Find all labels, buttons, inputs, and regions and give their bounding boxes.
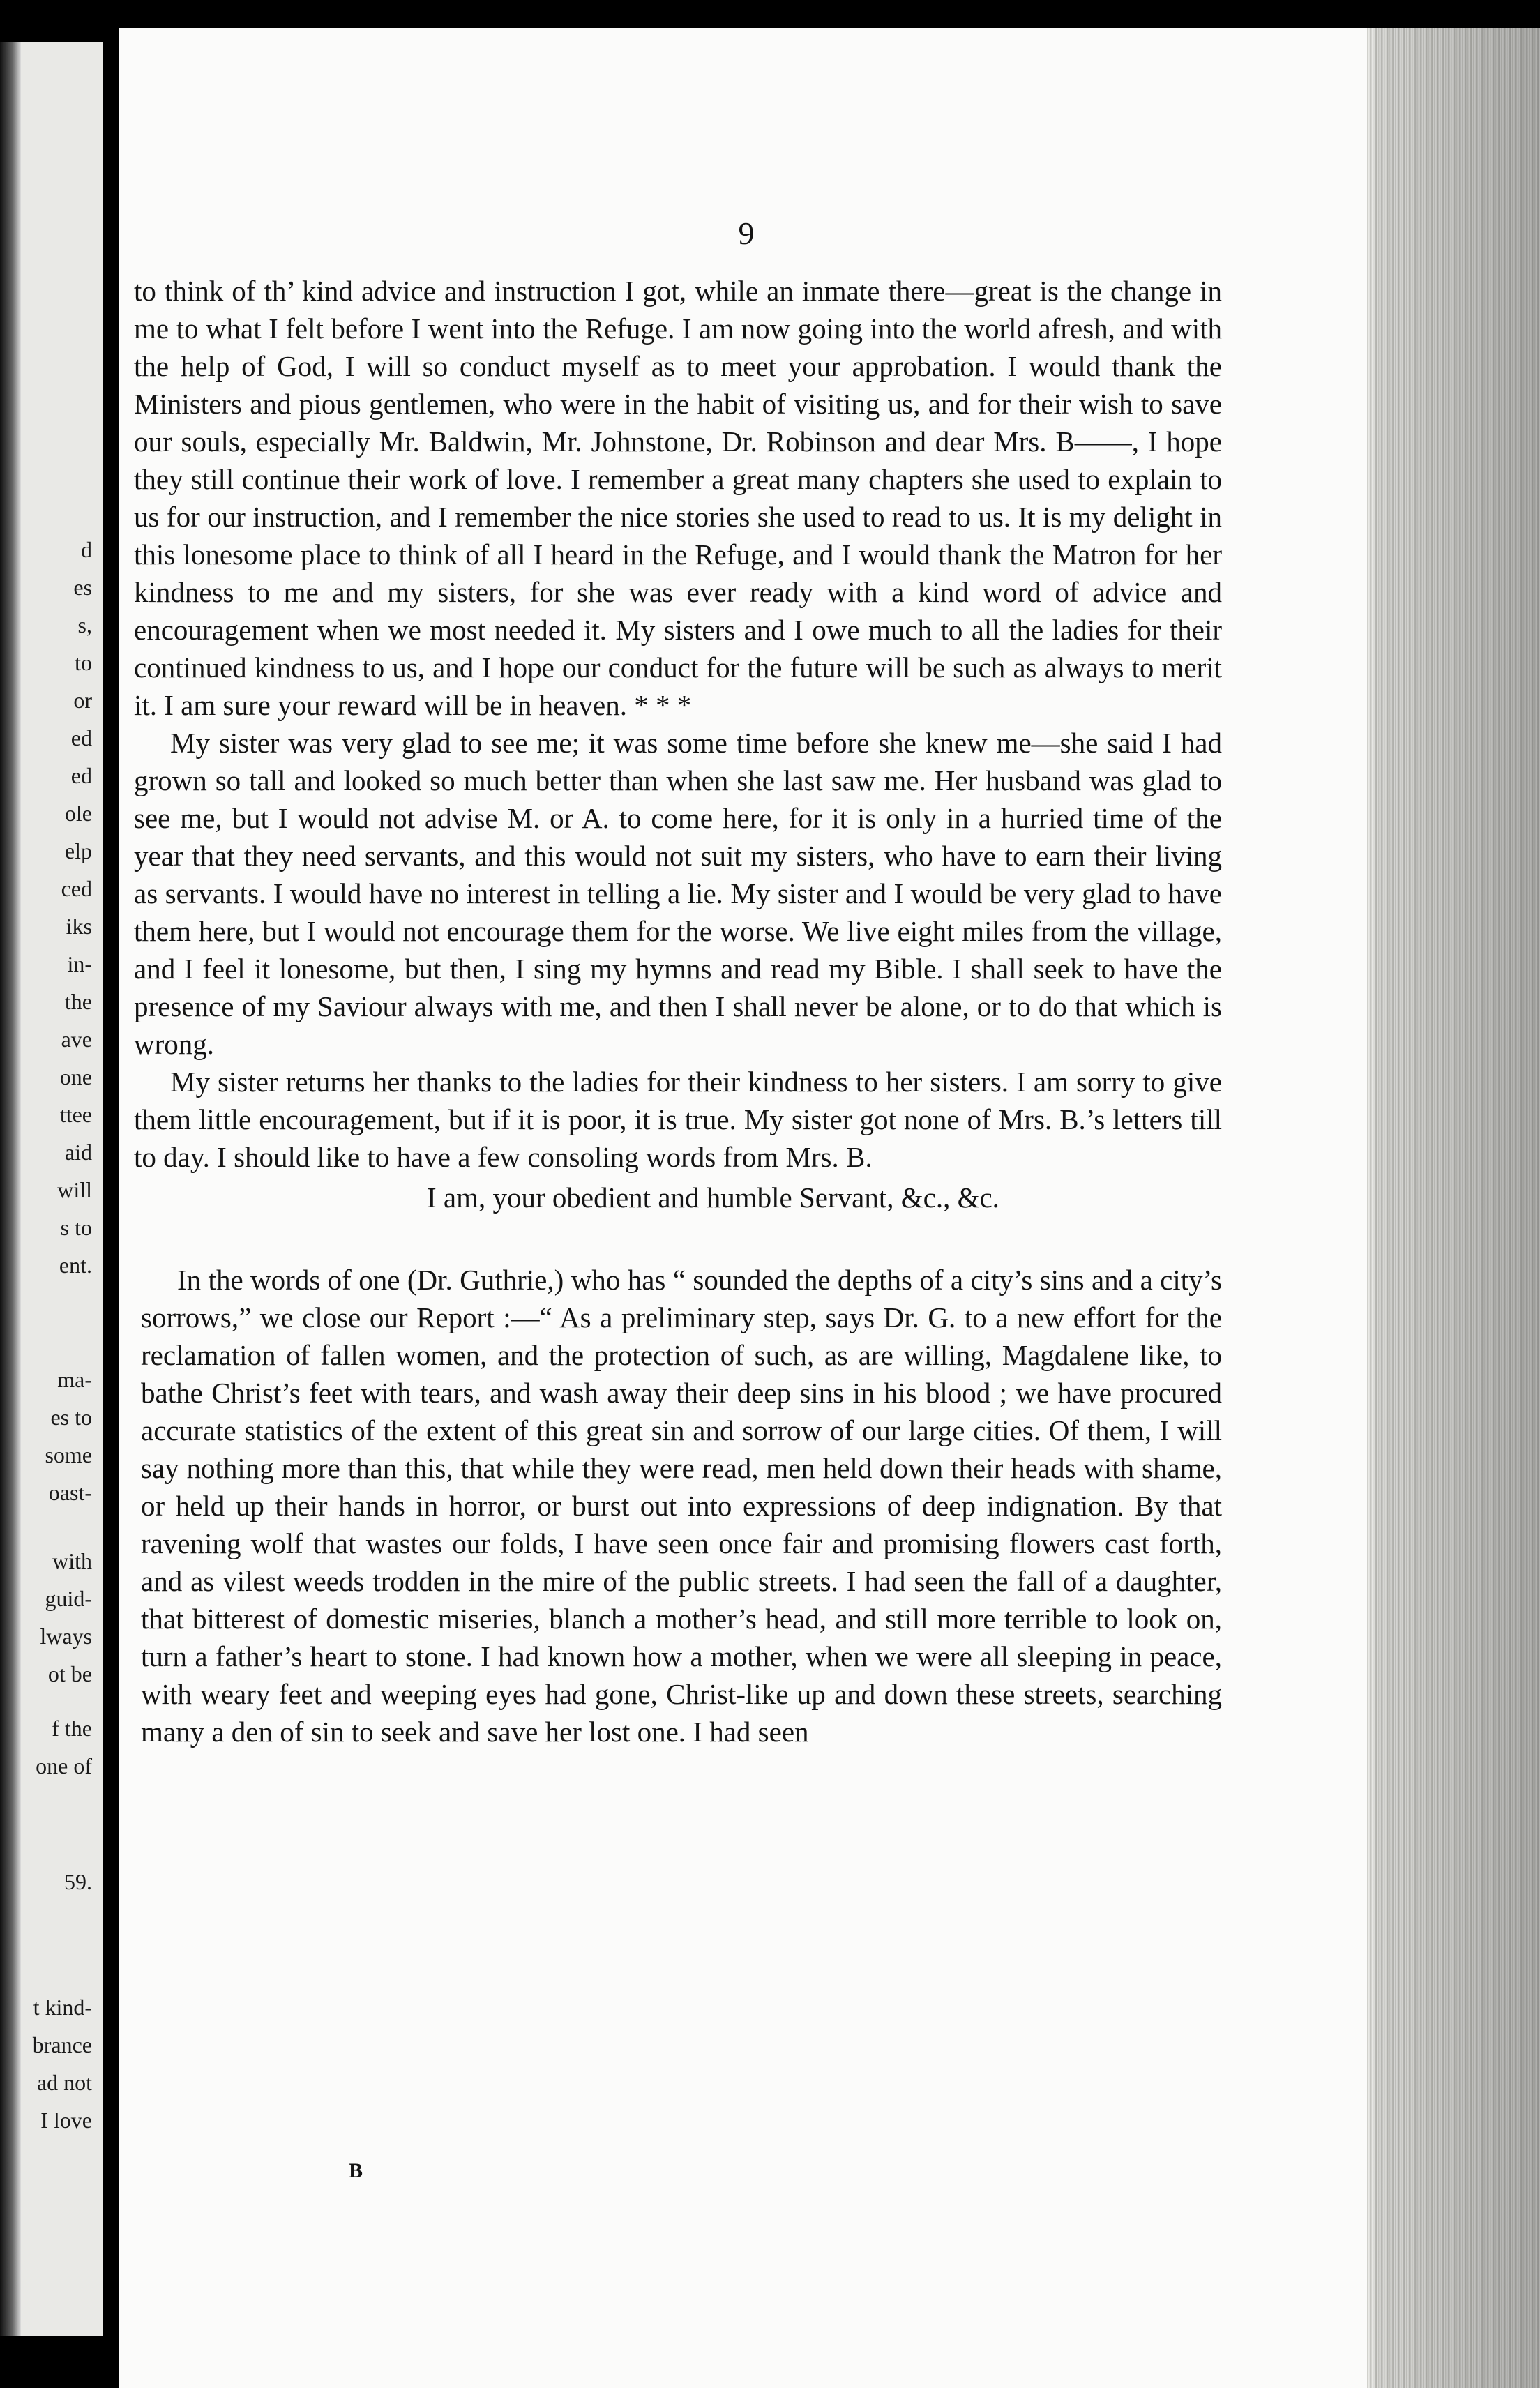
facing-page-fragment: ed xyxy=(70,763,92,788)
facing-page-edge xyxy=(0,42,105,2336)
facing-page-fragment: brance xyxy=(32,2032,92,2057)
facing-page-fragment: one xyxy=(59,1064,92,1089)
facing-page-fragment: f the xyxy=(52,1716,92,1741)
facing-page-shadow xyxy=(0,42,21,2336)
page-body xyxy=(134,272,1222,1751)
facing-page-fragment: s to xyxy=(60,1215,92,1240)
facing-page-fragment: t kind- xyxy=(33,1995,92,2020)
facing-page-fragment: I love xyxy=(40,2108,92,2133)
letter-paragraph-3: My sister returns her thanks to the ladies for their kindness to her sisters. I am sorry to give them little encouragement, but if it is poor, it is true. My sister got none of Mrs. B.’s letters till to day. I should like to have a few consoling words from Mrs. B. xyxy=(134,1066,1222,1173)
facing-page-fragment: ad not xyxy=(36,2070,92,2095)
facing-page-fragment: ot be xyxy=(47,1661,92,1686)
facing-page-fragment: s, xyxy=(77,612,92,637)
facing-page-fragment: 59. xyxy=(64,1869,92,1894)
facing-page-fragment: to xyxy=(75,650,92,675)
page-edges-stack xyxy=(1367,28,1540,2388)
facing-page-fragment: in- xyxy=(67,951,92,976)
report-paragraph: In the words of one (Dr. Guthrie,) who has “ sounded the depths of a city’s sins and a city’s sorrows,” we close our Report :—“ As a preliminary step, says Dr. G. to a new effort for the reclamation of fallen women, and the protection of such, as are willing, Magdalene like, to bathe Christ’s feet with tears, and wash away their deep sins in his blood ; we have procured accurate statistics of the extent of this great sin and sorrow of our large cities. Of them, I will say nothing more than this, that while they were read, men held down their heads with shame, or held up their hands in horror, or burst out into expressions of deep indignation. By that ravening wolf that wastes our folds, I have seen once fair and promising flowers cast forth, and as vilest weeds trodden in the mire of the public streets. I had seen the fall of a daughter, that bitterest of domestic miseries, blanch a mother’s head, and still more terrible to look on, turn a father’s heart to stone. I had known how a mother, when we were all sleeping in peace, with weary feet and weeping eyes had gone, Christ-like up and down these streets, searching many a den of sin to seek and save her lost one. I had seen xyxy=(141,1264,1222,1748)
facing-page-fragment: iks xyxy=(66,914,92,939)
facing-page-fragment: some xyxy=(45,1442,92,1467)
facing-page-fragment: oast- xyxy=(48,1480,92,1505)
signature-mark: B xyxy=(349,2159,363,2182)
facing-page-fragment: ent. xyxy=(59,1253,92,1278)
facing-page-fragment: aid xyxy=(64,1140,92,1165)
facing-page-fragment: guid- xyxy=(45,1586,92,1611)
letter-paragraph-2: My sister was very glad to see me; it was some time before she knew me—she said I had grown so tall and looked so much better than when she last saw me. Her husband was glad to see me, but I would not advise M. or A. to come here, for it is only in a hurried time of the year that they need servants, and this would not suit my sisters, who have to earn their living as servants. I would have no interest in telling a lie. My sister and I would be very glad to have them here, but I would not encourage them for the worse. We live eight miles from the village, and I feel it lonesome, but then, I sing my hymns and read my Bible. I shall seek to have the presence of my Saviour always with me, and then I shall never be alone, or to do that which is wrong. xyxy=(134,727,1222,1060)
facing-page-fragment: ed xyxy=(70,725,92,750)
facing-page-fragment: d xyxy=(81,537,92,562)
book-gutter xyxy=(103,0,120,2388)
facing-page-fragment: with xyxy=(52,1548,92,1573)
letter-signoff: I am, your obedient and humble Servant, &c., &c. xyxy=(427,1181,999,1214)
facing-page-fragment: elp xyxy=(64,838,92,863)
facing-page-fragment: one of xyxy=(36,1753,92,1778)
scan-top-border xyxy=(0,0,1540,29)
facing-page-fragment: ced xyxy=(61,876,92,901)
facing-page-fragment: will xyxy=(57,1177,92,1202)
facing-page-fragment: the xyxy=(64,989,92,1014)
facing-page-fragment: lways xyxy=(40,1624,92,1649)
facing-page-fragment: es xyxy=(73,575,92,600)
book-page xyxy=(119,28,1374,2388)
facing-page-fragment: ma- xyxy=(57,1367,92,1392)
facing-page-fragment: or xyxy=(73,688,92,713)
page-number: 9 xyxy=(738,216,755,251)
facing-page-fragment: es to xyxy=(50,1405,92,1430)
facing-page-fragment: ole xyxy=(64,801,92,826)
facing-page-fragment: ave xyxy=(61,1027,92,1052)
facing-page-fragment: ttee xyxy=(59,1102,92,1127)
letter-paragraph-1: to think of th’ kind advice and instruction I got, while an inmate there—great is the change in me to what I felt before I went into the Refuge. I am now going into the world afresh, and with the help of God, I will so conduct myself as to meet your approbation. I would thank the Ministers and pious gentlemen, who were in the habit of visiting us, and for their wish to save our souls, especially Mr. Baldwin, Mr. Johnstone, Dr. Robinson and dear Mrs. B——, I hope they still continue their work of love. I remember a great many chapters she used to explain to us for our instruction, and I remember the nice stories she used to read to us. It is my delight in this lonesome place to think of all I heard in the Refuge, and I would thank the Matron for her kindness to me and my sisters, for she was ever ready with a kind word of advice and encouragement when we most needed it. My sisters and I owe much to all the ladies for their continued kindness to us, and I hope our conduct for the future will be such as always to merit it. I am sure your reward will be in heaven. * * * xyxy=(134,275,1222,721)
